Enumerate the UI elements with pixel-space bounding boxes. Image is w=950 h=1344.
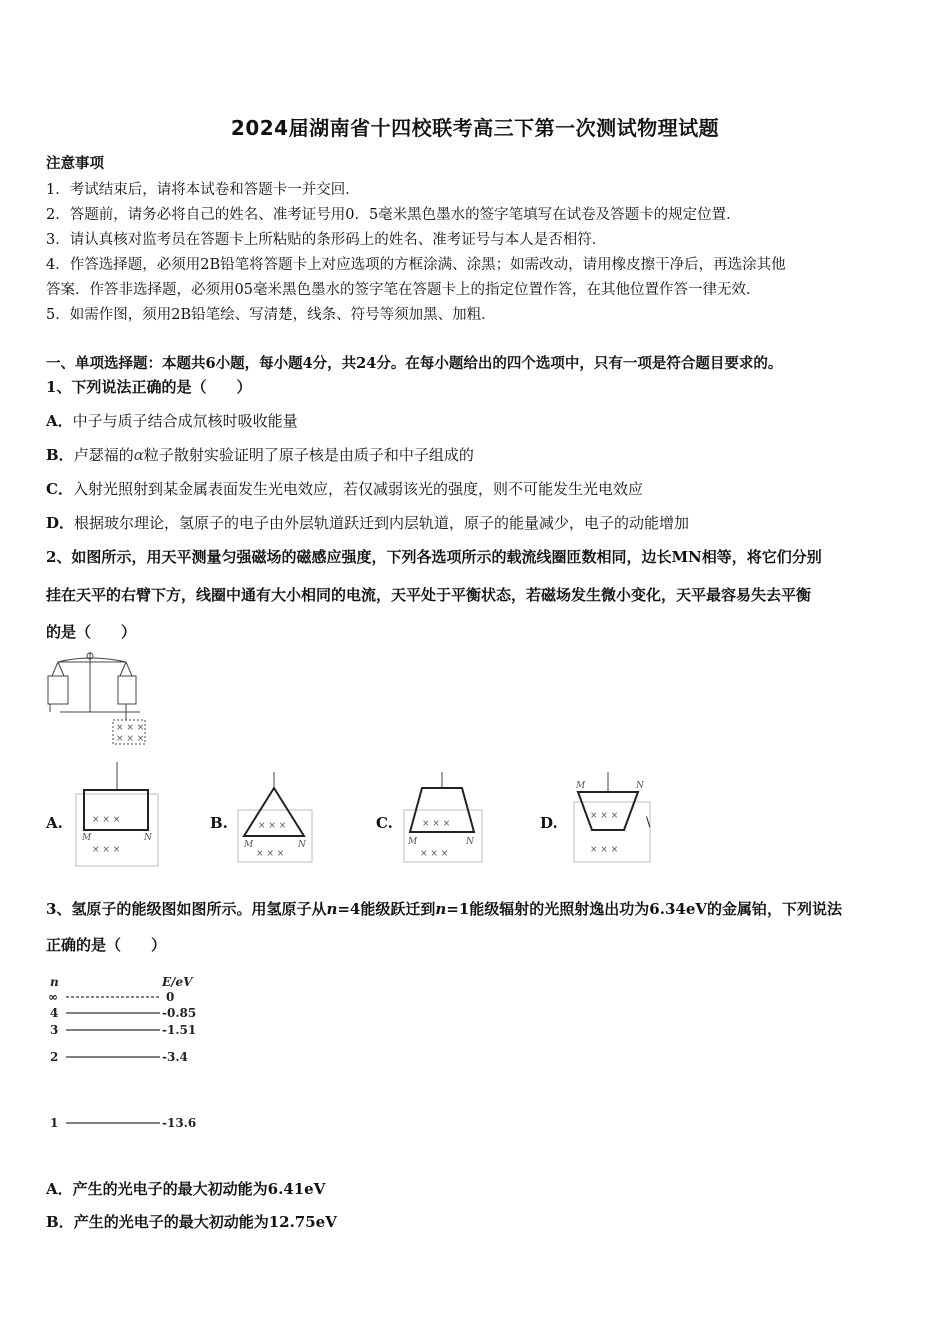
section-heading: 一、单项选择题：本题共6小题，每小题4分，共24分。在每小题给出的四个选项中，只有一项是符合题目要求的。 bbox=[46, 355, 783, 372]
energy-level-diagram bbox=[44, 970, 224, 1140]
option-text: 粒子散射实验证明了原子核是由质子和中子组成的 bbox=[143, 446, 474, 464]
field-x-marks: × × × bbox=[92, 815, 121, 825]
n-label: N bbox=[466, 837, 474, 847]
q2-option-b-label: B. bbox=[210, 814, 228, 832]
n-label: N bbox=[636, 781, 644, 791]
m-label: M bbox=[408, 837, 418, 847]
level-e: -13.6 bbox=[162, 1116, 197, 1130]
option-text: 中子与质子结合成氘核时吸收能量 bbox=[72, 412, 298, 430]
level-n: 1 bbox=[50, 1116, 59, 1130]
option-label: D． bbox=[46, 514, 75, 532]
option-label: A． bbox=[46, 1180, 73, 1198]
n-symbol: n bbox=[435, 900, 447, 918]
q1-option-d bbox=[46, 512, 689, 533]
q2-stem-line: 挂在天平的右臂下方，线圈中通有大小相同的电流，天平处于平衡状态，若磁场发生微小变化，天平最容易失去平衡 bbox=[46, 586, 812, 604]
option-label: B． bbox=[46, 446, 74, 464]
notice-item: 答案．作答非选择题，必须用05毫米黑色墨水的签字笔在答题卡上的指定位置作答，在其他位置作答一律无效． bbox=[46, 282, 761, 298]
q1-option-a bbox=[46, 410, 298, 431]
field-x-marks: × × × bbox=[256, 849, 285, 859]
option-text: 产生的光电子的最大初动能为12.75eV bbox=[73, 1213, 337, 1231]
n-label: N bbox=[298, 840, 306, 850]
field-x-marks: × × × bbox=[258, 821, 287, 831]
option-text: 产生的光电子的最大初动能为6.41eV bbox=[72, 1180, 326, 1198]
q2-stem-line: 的是（ ） bbox=[46, 623, 137, 641]
q1-option-b bbox=[46, 444, 474, 465]
q3-stem-line: 正确的是（ ） bbox=[46, 936, 167, 954]
alpha-symbol: α bbox=[133, 446, 144, 464]
level-e: -3.4 bbox=[162, 1050, 188, 1064]
notice-heading: 注意事项 bbox=[46, 155, 104, 172]
level-n: 4 bbox=[50, 1006, 59, 1020]
q2-option-d-figure bbox=[566, 770, 666, 865]
field-x-marks: × × × bbox=[590, 845, 619, 855]
q3-stem-part: =4能级跃迁到 bbox=[337, 900, 436, 918]
n-header: n bbox=[50, 975, 59, 989]
level-e: -1.51 bbox=[162, 1023, 197, 1037]
q3-stem-line bbox=[46, 898, 842, 919]
field-x-marks: × × × bbox=[420, 849, 449, 859]
q2-option-c-label: C. bbox=[376, 814, 393, 832]
notice-item: 3．请认真核对监考员在答题卡上所粘贴的条形码上的姓名、准考证号与本人是否相符． bbox=[46, 232, 607, 248]
q1-option-c bbox=[46, 478, 643, 499]
field-x-marks: × × × bbox=[422, 819, 451, 829]
page-title: 2024届湖南省十四校联考高三下第一次测试物理试题 bbox=[230, 116, 720, 140]
notice-item: 1．考试结束后，请将本试卷和答题卡一并交回． bbox=[46, 182, 360, 198]
level-e: -0.85 bbox=[162, 1006, 197, 1020]
level-n: 2 bbox=[50, 1050, 59, 1064]
level-n: ∞ bbox=[48, 990, 58, 1004]
q3-stem-part: 3、氢原子的能级图如图所示。用氢原子从 bbox=[46, 900, 327, 918]
notice-item: 2．答题前，请务必将自己的姓名、准考证号用0．5毫米黑色墨水的签字笔填写在试卷及答题卡的规定位置． bbox=[46, 207, 741, 223]
option-label: A． bbox=[46, 412, 73, 430]
field-x-marks: × × × bbox=[116, 723, 145, 733]
field-x-marks: × × × bbox=[590, 811, 619, 821]
e-header: E/eV bbox=[162, 975, 193, 989]
q3-option-b bbox=[46, 1211, 337, 1232]
n-symbol: n bbox=[326, 900, 338, 918]
q3-stem-part: =1能级辐射的光照射逸出功为6.34eV的金属铂，下列说法 bbox=[446, 900, 843, 918]
m-label: M bbox=[82, 833, 92, 843]
notice-item: 4．作答选择题，必须用2B铅笔将答题卡上对应选项的方框涂满、涂黑；如需改动，请用橡皮擦干净后，再选涂其他 bbox=[46, 257, 786, 273]
stray-mark: \ bbox=[646, 815, 651, 830]
q1-stem: 1、下列说法正确的是（ ） bbox=[46, 378, 252, 396]
q3-option-a bbox=[46, 1178, 325, 1199]
m-label: M bbox=[576, 781, 586, 791]
option-label: C． bbox=[46, 480, 73, 498]
level-e: 0 bbox=[166, 990, 175, 1004]
q2-option-c-figure bbox=[400, 770, 485, 865]
field-x-marks: × × × bbox=[92, 845, 121, 855]
field-x-marks: × × × bbox=[116, 734, 145, 744]
option-label: B． bbox=[46, 1213, 74, 1231]
q2-option-b-figure bbox=[236, 770, 316, 865]
q2-option-d-label: D. bbox=[540, 814, 558, 832]
m-label: M bbox=[244, 840, 254, 850]
q2-option-a-label: A. bbox=[46, 814, 63, 832]
q2-stem-line: 2、如图所示，用天平测量匀强磁场的磁感应强度，下列各选项所示的载流线圈匝数相同，边长MN相等，将它们分别 bbox=[46, 548, 822, 566]
level-n: 3 bbox=[50, 1023, 59, 1037]
option-text-pre: 卢瑟福的 bbox=[73, 446, 134, 464]
option-text: 根据玻尔理论，氢原子的电子由外层轨道跃迁到内层轨道，原子的能量减少，电子的动能增加 bbox=[74, 514, 690, 532]
notice-item: 5．如需作图，须用2B铅笔绘、写清楚，线条、符号等须加黑、加粗． bbox=[46, 307, 496, 323]
q2-option-a-figure bbox=[70, 760, 165, 870]
balance-figure bbox=[40, 650, 160, 750]
n-label: N bbox=[144, 833, 152, 843]
option-text: 入射光照射到某金属表面发生光电效应，若仅减弱该光的强度，则不可能发生光电效应 bbox=[72, 480, 643, 498]
